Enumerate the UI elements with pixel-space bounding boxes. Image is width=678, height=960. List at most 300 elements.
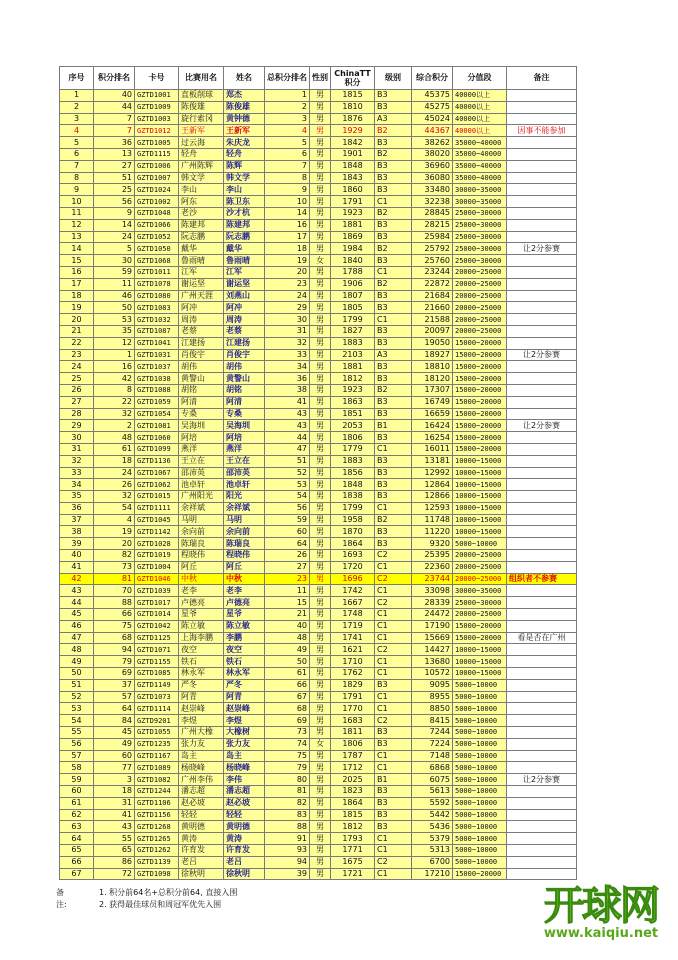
table-cell: GZTD1111 — [135, 502, 179, 514]
header-row — [60, 67, 577, 90]
table-row — [60, 396, 577, 408]
table-cell: 94 — [265, 856, 310, 868]
table-cell: 星爷 — [179, 609, 224, 621]
table-cell: 12992 — [412, 467, 453, 479]
table-cell: 1791 — [331, 196, 375, 208]
table-cell: 9095 — [412, 679, 453, 691]
table-cell: 32 — [94, 408, 135, 420]
table-cell: 74 — [265, 738, 310, 750]
table-cell: 阿丘 — [179, 561, 224, 573]
col-header: 比赛用名 — [179, 67, 224, 90]
table-row — [60, 290, 577, 302]
table-cell: 37 — [60, 514, 94, 526]
table-cell: 28339 — [412, 597, 453, 609]
table-cell: C1 — [375, 656, 412, 668]
table-cell — [507, 821, 577, 833]
table-cell: 5000~10000 — [453, 809, 507, 821]
table-cell: B3 — [375, 184, 412, 196]
table-cell: 张力友 — [179, 738, 224, 750]
table-cell: 李山 — [224, 184, 265, 196]
table-cell: 吴海圳 — [224, 420, 265, 432]
table-cell: 20000~25000 — [453, 266, 507, 278]
table-row — [60, 219, 577, 231]
table-cell: 男 — [310, 314, 331, 326]
table-cell — [507, 609, 577, 621]
table-cell: 阿清 — [179, 396, 224, 408]
table-cell: 5 — [94, 243, 135, 255]
table-cell: 1799 — [331, 314, 375, 326]
table-cell: GZTD1083 — [135, 302, 179, 314]
table-cell: 15000~20000 — [453, 632, 507, 644]
table-cell: GZTD1099 — [135, 443, 179, 455]
table-cell: 4 — [60, 125, 94, 137]
table-row — [60, 502, 577, 514]
col-header: 备注 — [507, 67, 577, 90]
table-cell: 3 — [265, 113, 310, 125]
table-cell: B3 — [375, 786, 412, 798]
table-cell: 33 — [265, 349, 310, 361]
table-cell: 40000以上 — [453, 125, 507, 137]
table-cell: 20000~25000 — [453, 278, 507, 290]
table-cell: 池卓轩 — [224, 479, 265, 491]
table-cell: 陈瑞良 — [179, 538, 224, 550]
table-row — [60, 172, 577, 184]
table-cell: 41 — [60, 561, 94, 573]
table-cell: 49 — [265, 644, 310, 656]
table-cell: 65 — [60, 845, 94, 857]
table-cell: GZTD1082 — [135, 774, 179, 786]
table-cell: 男 — [310, 278, 331, 290]
table-cell: 专桑 — [224, 408, 265, 420]
table-cell: 江建扬 — [224, 337, 265, 349]
table-cell: C1 — [375, 691, 412, 703]
table-cell: 25792 — [412, 243, 453, 255]
table-cell: 1742 — [331, 585, 375, 597]
table-cell: 38262 — [412, 137, 453, 149]
table-cell: 51 — [265, 455, 310, 467]
table-cell: GZTD1071 — [135, 644, 179, 656]
table-cell: 让2分参赛 — [507, 243, 577, 255]
table-cell: 32 — [60, 455, 94, 467]
table-cell: 男 — [310, 302, 331, 314]
table-cell: 7224 — [412, 738, 453, 750]
table-cell: 1811 — [331, 727, 375, 739]
col-header: 姓名 — [224, 67, 265, 90]
table-cell — [507, 207, 577, 219]
table-cell: B3 — [375, 432, 412, 444]
table-cell: 48 — [265, 632, 310, 644]
table-cell: C1 — [375, 868, 412, 880]
table-cell: A3 — [375, 349, 412, 361]
table-cell: 65 — [94, 845, 135, 857]
table-cell — [507, 597, 577, 609]
table-cell: 男 — [310, 750, 331, 762]
table-cell: 20000~25000 — [453, 550, 507, 562]
table-cell — [507, 373, 577, 385]
table-cell: 8 — [94, 384, 135, 396]
table-cell: 13 — [60, 231, 94, 243]
table-cell: 男 — [310, 196, 331, 208]
table-cell: B3 — [375, 160, 412, 172]
table-cell: 51 — [94, 172, 135, 184]
table-cell: 5000~10000 — [453, 703, 507, 715]
table-cell: 1762 — [331, 668, 375, 680]
table-cell — [507, 113, 577, 125]
table-cell: 56 — [265, 502, 310, 514]
table-cell: 男 — [310, 184, 331, 196]
table-cell: 1958 — [331, 514, 375, 526]
table-cell: 中秋 — [179, 573, 224, 585]
table-cell: 潘志超 — [224, 786, 265, 798]
table-cell: 周涛 — [224, 314, 265, 326]
table-cell: 51 — [60, 679, 94, 691]
table-cell: 男 — [310, 172, 331, 184]
table-cell: C2 — [375, 550, 412, 562]
table-cell: 因事不能参加 — [507, 125, 577, 137]
table-cell: 胡伟 — [179, 361, 224, 373]
table-row — [60, 809, 577, 821]
table-cell: B3 — [375, 255, 412, 267]
table-cell: 1851 — [331, 408, 375, 420]
table-cell: 11748 — [412, 514, 453, 526]
table-cell: B3 — [375, 797, 412, 809]
table-row — [60, 479, 577, 491]
table-cell: 旋行索冈 — [179, 113, 224, 125]
table-cell: 王新军 — [224, 125, 265, 137]
table-cell: 1 — [94, 349, 135, 361]
table-cell: 黄警山 — [179, 373, 224, 385]
watermark-logo — [526, 884, 676, 941]
table-row — [60, 455, 577, 467]
table-cell: 12 — [94, 337, 135, 349]
footnote-line: 2. 获得最佳球员和周冠军优先入围 — [99, 900, 222, 909]
table-cell: B3 — [375, 325, 412, 337]
table-cell: 男 — [310, 337, 331, 349]
table-cell — [507, 196, 577, 208]
table-cell: 男 — [310, 644, 331, 656]
table-cell: GZTD1085 — [135, 668, 179, 680]
table-cell: 男 — [310, 514, 331, 526]
table-cell: 陈俊雄 — [224, 101, 265, 113]
table-row — [60, 703, 577, 715]
table-cell: 1791 — [331, 691, 375, 703]
table-cell: 邵沛英 — [224, 467, 265, 479]
table-cell: 24 — [265, 290, 310, 302]
table-cell: 阳光 — [224, 491, 265, 503]
table-cell: GZTD1262 — [135, 845, 179, 857]
table-cell — [507, 691, 577, 703]
table-cell: 53 — [94, 314, 135, 326]
table-cell: 大橡树 — [224, 727, 265, 739]
table-cell: 30 — [94, 255, 135, 267]
table-cell: 31 — [265, 325, 310, 337]
table-cell: 1799 — [331, 502, 375, 514]
table-cell: 66 — [265, 679, 310, 691]
table-cell: 男 — [310, 243, 331, 255]
table-cell: 26 — [265, 550, 310, 562]
col-header: 分值段 — [453, 67, 507, 90]
table-cell: 35000~40000 — [453, 160, 507, 172]
table-cell: GZTD1078 — [135, 278, 179, 290]
table-cell — [507, 443, 577, 455]
table-cell: 广州天涯 — [179, 290, 224, 302]
table-cell: 黄警山 — [224, 373, 265, 385]
table-cell: 15000~20000 — [453, 337, 507, 349]
table-cell: 广州陈辉 — [179, 160, 224, 172]
table-cell: 专桑 — [179, 408, 224, 420]
table-cell: 李煜 — [179, 715, 224, 727]
table-cell: 38 — [60, 526, 94, 538]
watermark-title: 开球网 — [544, 883, 658, 929]
table-cell: B2 — [375, 148, 412, 160]
table-cell: 阮志鹏 — [179, 231, 224, 243]
table-cell: 陈立敏 — [224, 620, 265, 632]
table-cell: GZTD1062 — [135, 479, 179, 491]
table-cell: C1 — [375, 561, 412, 573]
table-cell: GZTD1087 — [135, 325, 179, 337]
table-cell: 67 — [265, 691, 310, 703]
table-cell: 阿冲 — [179, 302, 224, 314]
table-cell: GZTD1268 — [135, 821, 179, 833]
table-cell: 53 — [60, 703, 94, 715]
table-cell: 23744 — [412, 573, 453, 585]
table-cell: 13181 — [412, 455, 453, 467]
table-cell: 5613 — [412, 786, 453, 798]
table-cell: 13680 — [412, 656, 453, 668]
table-cell: 20 — [265, 266, 310, 278]
table-cell: 44 — [60, 597, 94, 609]
table-cell: 1923 — [331, 384, 375, 396]
table-cell: 5000~10000 — [453, 691, 507, 703]
table-cell: 1843 — [331, 172, 375, 184]
table-cell — [507, 231, 577, 243]
table-cell: 12866 — [412, 491, 453, 503]
table-cell: 1771 — [331, 845, 375, 857]
table-cell: 轻轻 — [224, 809, 265, 821]
table-cell: 20 — [94, 538, 135, 550]
table-cell: 看是否在广州 — [507, 632, 577, 644]
table-row — [60, 715, 577, 727]
table-row — [60, 255, 577, 267]
table-cell: 男 — [310, 90, 331, 102]
table-cell: 男 — [310, 703, 331, 715]
table-cell: 男 — [310, 266, 331, 278]
table-cell: 64 — [265, 538, 310, 550]
table-cell: 马明 — [224, 514, 265, 526]
table-cell: 男 — [310, 809, 331, 821]
table-cell: 1827 — [331, 325, 375, 337]
table-cell: 男 — [310, 207, 331, 219]
table-cell — [507, 491, 577, 503]
table-row — [60, 184, 577, 196]
table-cell: 32 — [265, 337, 310, 349]
table-cell: 94 — [94, 644, 135, 656]
table-cell: 男 — [310, 774, 331, 786]
table-row — [60, 384, 577, 396]
table-cell: A3 — [375, 113, 412, 125]
table-cell: 32 — [94, 491, 135, 503]
table-cell: 41 — [94, 809, 135, 821]
table-cell: 45024 — [412, 113, 453, 125]
table-cell: 35000~40000 — [453, 137, 507, 149]
table-cell: 10000~15000 — [453, 668, 507, 680]
table-cell: 胡伟 — [224, 361, 265, 373]
table-cell: 10572 — [412, 668, 453, 680]
table-cell: 赵崇峰 — [179, 703, 224, 715]
table-cell: 26 — [60, 384, 94, 396]
table-row — [60, 845, 577, 857]
table-cell: 潘志超 — [179, 786, 224, 798]
table-cell: 12593 — [412, 502, 453, 514]
table-cell: 66 — [94, 609, 135, 621]
table-cell: 79 — [265, 762, 310, 774]
table-row — [60, 325, 577, 337]
table-cell: 2 — [94, 420, 135, 432]
table-cell: 10000~15000 — [453, 526, 507, 538]
table-cell: GZTD1149 — [135, 679, 179, 691]
table-cell: B1 — [375, 774, 412, 786]
table-cell: GZTD1265 — [135, 833, 179, 845]
table-cell: 上海李鹏 — [179, 632, 224, 644]
table-cell: 男 — [310, 597, 331, 609]
table-cell: 47 — [60, 632, 94, 644]
table-cell: 老蔡 — [224, 325, 265, 337]
table-cell: 40000以上 — [453, 113, 507, 125]
table-cell: 男 — [310, 125, 331, 137]
table-cell: GZTD1106 — [135, 797, 179, 809]
table-cell: GZTD1048 — [135, 207, 179, 219]
table-cell: 46 — [60, 620, 94, 632]
table-row — [60, 408, 577, 420]
table-cell: 36 — [94, 137, 135, 149]
table-cell: 7 — [94, 113, 135, 125]
table-cell: 3 — [94, 774, 135, 786]
table-cell: 5000~10000 — [453, 762, 507, 774]
table-cell — [507, 255, 577, 267]
table-cell: 5592 — [412, 797, 453, 809]
table-cell: 陈瑞良 — [224, 538, 265, 550]
table-cell: 老吕 — [179, 856, 224, 868]
table-cell: 36 — [60, 502, 94, 514]
table-cell: 16 — [60, 266, 94, 278]
table-cell: 17190 — [412, 620, 453, 632]
table-cell: C1 — [375, 609, 412, 621]
table-cell: 李鹏 — [224, 632, 265, 644]
table-cell: 16254 — [412, 432, 453, 444]
table-cell: B3 — [375, 727, 412, 739]
table-cell: 7244 — [412, 727, 453, 739]
table-cell: GZTD1011 — [135, 266, 179, 278]
table-cell — [507, 644, 577, 656]
table-row — [60, 679, 577, 691]
table-cell: GZTD1142 — [135, 526, 179, 538]
table-cell: 1869 — [331, 231, 375, 243]
table-cell: 男 — [310, 384, 331, 396]
table-cell: B3 — [375, 101, 412, 113]
table-cell — [507, 408, 577, 420]
table-cell: 2 — [60, 101, 94, 113]
table-cell: 20000~25000 — [453, 609, 507, 621]
table-cell: 胡铭 — [179, 384, 224, 396]
footnote-label: 备注: — [56, 888, 67, 909]
table-cell: 40000以上 — [453, 101, 507, 113]
table-cell: 男 — [310, 585, 331, 597]
table-cell: GZTD1115 — [135, 148, 179, 160]
table-cell: 5436 — [412, 821, 453, 833]
table-cell: 余向前 — [179, 526, 224, 538]
table-cell: 女 — [310, 738, 331, 750]
table-cell: 58 — [60, 762, 94, 774]
table-cell — [507, 361, 577, 373]
table-cell: 男 — [310, 561, 331, 573]
table-cell: 27 — [60, 396, 94, 408]
table-cell: 过云海 — [179, 137, 224, 149]
table-cell: 82 — [94, 550, 135, 562]
table-cell: 11 — [265, 585, 310, 597]
table-cell: 22 — [94, 396, 135, 408]
table-cell: 17 — [265, 231, 310, 243]
table-cell: 30000~35000 — [453, 184, 507, 196]
table-cell: 5000~10000 — [453, 833, 507, 845]
table-cell: C1 — [375, 845, 412, 857]
ranking-table — [59, 66, 577, 880]
table-cell: 10000~15000 — [453, 479, 507, 491]
table-row — [60, 207, 577, 219]
table-cell: 23244 — [412, 266, 453, 278]
table-cell: 男 — [310, 467, 331, 479]
table-cell: 10000~15000 — [453, 644, 507, 656]
table-cell: 男 — [310, 821, 331, 833]
table-cell: 江军 — [179, 266, 224, 278]
table-cell: 6 — [60, 148, 94, 160]
table-cell: 15000~20000 — [453, 373, 507, 385]
table-cell: 轻舟 — [179, 148, 224, 160]
table-cell: 1 — [265, 90, 310, 102]
table-cell: C1 — [375, 703, 412, 715]
table-cell: 12 — [60, 219, 94, 231]
table-cell: GZTD1136 — [135, 455, 179, 467]
table-cell: 18120 — [412, 373, 453, 385]
table-cell: 男 — [310, 502, 331, 514]
table-row — [60, 738, 577, 750]
table-cell: 15000~20000 — [453, 384, 507, 396]
table-cell: 19 — [265, 255, 310, 267]
table-cell: 阿清 — [224, 396, 265, 408]
table-cell: 48 — [60, 644, 94, 656]
table-cell: 陈俊雄 — [179, 101, 224, 113]
table-cell: B3 — [375, 90, 412, 102]
table-cell: 25000~30000 — [453, 255, 507, 267]
table-cell: 21660 — [412, 302, 453, 314]
table-cell: 86 — [94, 856, 135, 868]
table-cell: 1848 — [331, 479, 375, 491]
table-cell: 64 — [60, 833, 94, 845]
table-cell: 26 — [94, 479, 135, 491]
table-cell: 4 — [265, 125, 310, 137]
table-cell: 44367 — [412, 125, 453, 137]
table-cell: C2 — [375, 856, 412, 868]
table-cell: GZTD1088 — [135, 384, 179, 396]
table-cell: 10000~15000 — [453, 656, 507, 668]
table-cell — [507, 432, 577, 444]
table-cell: C1 — [375, 762, 412, 774]
table-cell: 1863 — [331, 396, 375, 408]
table-cell: 星爷 — [224, 609, 265, 621]
table-cell: 黄明德 — [224, 821, 265, 833]
table-cell: 1675 — [331, 856, 375, 868]
table-cell: 36 — [265, 373, 310, 385]
table-cell: 1805 — [331, 302, 375, 314]
